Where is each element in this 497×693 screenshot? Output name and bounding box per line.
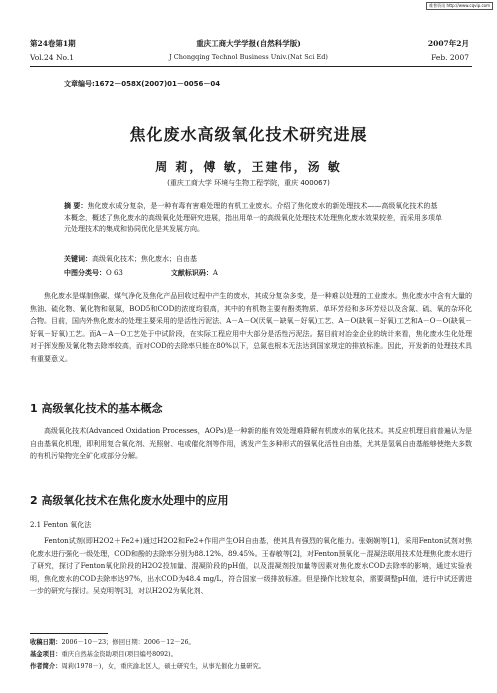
header-rule bbox=[30, 66, 472, 67]
footnote-rule bbox=[30, 633, 108, 634]
authors: 周 莉，傅 敏，王建伟，汤 敏 bbox=[155, 160, 342, 174]
intro-paragraph: 焦化废水是煤制焦碳、煤气净化及焦化产品回收过程中产生的废水，其成分复杂多变，是一种难以处理的工业废水。焦化废水中含有大量的焦油、硫化物、氰化物和氨氮，BOD5和COD的浓度均很高，其中的有机物主要有酚类物质、单环芳烃和多环芳烃以及含氮、硫、氧的杂环化合物。目前，国内外焦化废水的处理主要采用的是活性污泥法、A－A－O(厌氧－缺氧－好氧)工艺、A－O(缺氧－好氧)工艺和A－O－O(缺氧－好氧－好氧)工艺。而A－A－O工艺处于中试阶段，在实际工程应用中大部分是活性污泥法。据目前对冶金企业的统计来看，焦化废水生化处理对于挥发酚及氰化物去除率较高，而对COD的去除率只能在80%以下，总氮也根本无法达到国家规定的排放标准。因此，开发新的处理技术具有重要意义。 bbox=[30, 292, 472, 363]
footnote-fund: 基金项目：重庆自然基金资助项目(项目编号8092)。 bbox=[30, 651, 177, 658]
header-date-en: Feb. 2007 bbox=[431, 53, 469, 62]
header-date-cn: 2007年2月 bbox=[427, 39, 469, 48]
header-volume-en: Vol.24 No.1 bbox=[30, 53, 75, 62]
abstract bbox=[64, 201, 444, 236]
article-title: 焦化废水高级氧化技术研究进展 bbox=[129, 125, 368, 144]
section-1-text: 高级氧化技术(Advanced Oxidation Processes，AOPs)是一种新的能有效处理难降解有机废水的氧化技术。其反应机理目前普遍认为是自由基氧化机理，即利用复合氧化剂、光照射、电或催化剂等作用，诱发产生多种形式的强氧化活性自由基，尤其是氢氧自由基能够使绝大多数的有机污染物完全矿化或部分分解。 bbox=[30, 427, 472, 460]
keywords: 关键词：高级氧化技术；焦化废水；自由基 bbox=[64, 255, 197, 263]
abstract-label: 摘 要： bbox=[64, 202, 88, 210]
affiliation: (重庆工商大学 环境与生物工程学院，重庆 400067) bbox=[167, 179, 330, 187]
classification: 中图分类号：O 63 文献标识码：A bbox=[64, 269, 218, 277]
article-id: 文章编号:1672－058X(2007)01－0056－04 bbox=[64, 80, 221, 88]
header-volume-cn: 第24卷第1期 bbox=[30, 39, 76, 48]
section-2-heading: 2 高级氧化技术在焦化废水处理中的应用 bbox=[30, 494, 229, 507]
footnote-author: 作者简介：周莉(1978－)，女，重庆渝北区人，硕士研究生，从事光催化力量研究。 bbox=[30, 663, 266, 670]
abstract-text: 焦化废水成分复杂，是一种有毒有害难处理的有机工业废水。介绍了焦化废水的新处理技术——高级氧化技术的基本概念，概述了焦化废水的高级氧化处理研究进展，指出用单一的高级氧化处理技术处理焦化废水效果较差，而采用多项单元处理技术的集成和协同优化是其发展方向。 bbox=[64, 202, 442, 233]
section-1-heading: 1 高级氧化技术的基本概念 bbox=[30, 402, 163, 415]
footnote-received: 收稿日期：2006－10－23；修回日期：2006－12－26。 bbox=[30, 639, 195, 646]
section-2-1-text: Fenton试剂(即H2O2＋Fe2+)通过H2O2和Fe2+作用产生OH自由基，使其具有强烈的氧化能力。张娴娴等[1]，采用Fenton试剂对焦化废水进行强化一级处理，COD和酚的去除率分别为88.12%、89.45%。王春敏等[2]，对Fenton预氧化－混凝法联用技术处理焦化废水进行了研究，探讨了Fenton氧化阶段的H2O2投加量、混凝阶段的pH值，以及混凝剂投加量等因素对焦化废水COD去除率的影响，通过实验表明，焦化废水的COD去除率达97%，出水COD为48.4 mg/L，符合国家一级排放标准。但是操作比较复杂，需要调整pH值，进行中试还需进一步的研究与探讨。吴克明等[3]，对以H2O2为氧化剂、 bbox=[30, 537, 472, 595]
header-journal-cn: 重庆工商大学学报(自然科学版) bbox=[196, 39, 301, 48]
source-stamp: 维普资讯 http://www.cqvip.com bbox=[426, 2, 493, 10]
section-2-1-heading: 2.1 Fenton 氧化法 bbox=[30, 521, 92, 529]
header-journal-en: J Chongqing Technol Business Univ.(Nat Sci Ed) bbox=[169, 53, 328, 61]
